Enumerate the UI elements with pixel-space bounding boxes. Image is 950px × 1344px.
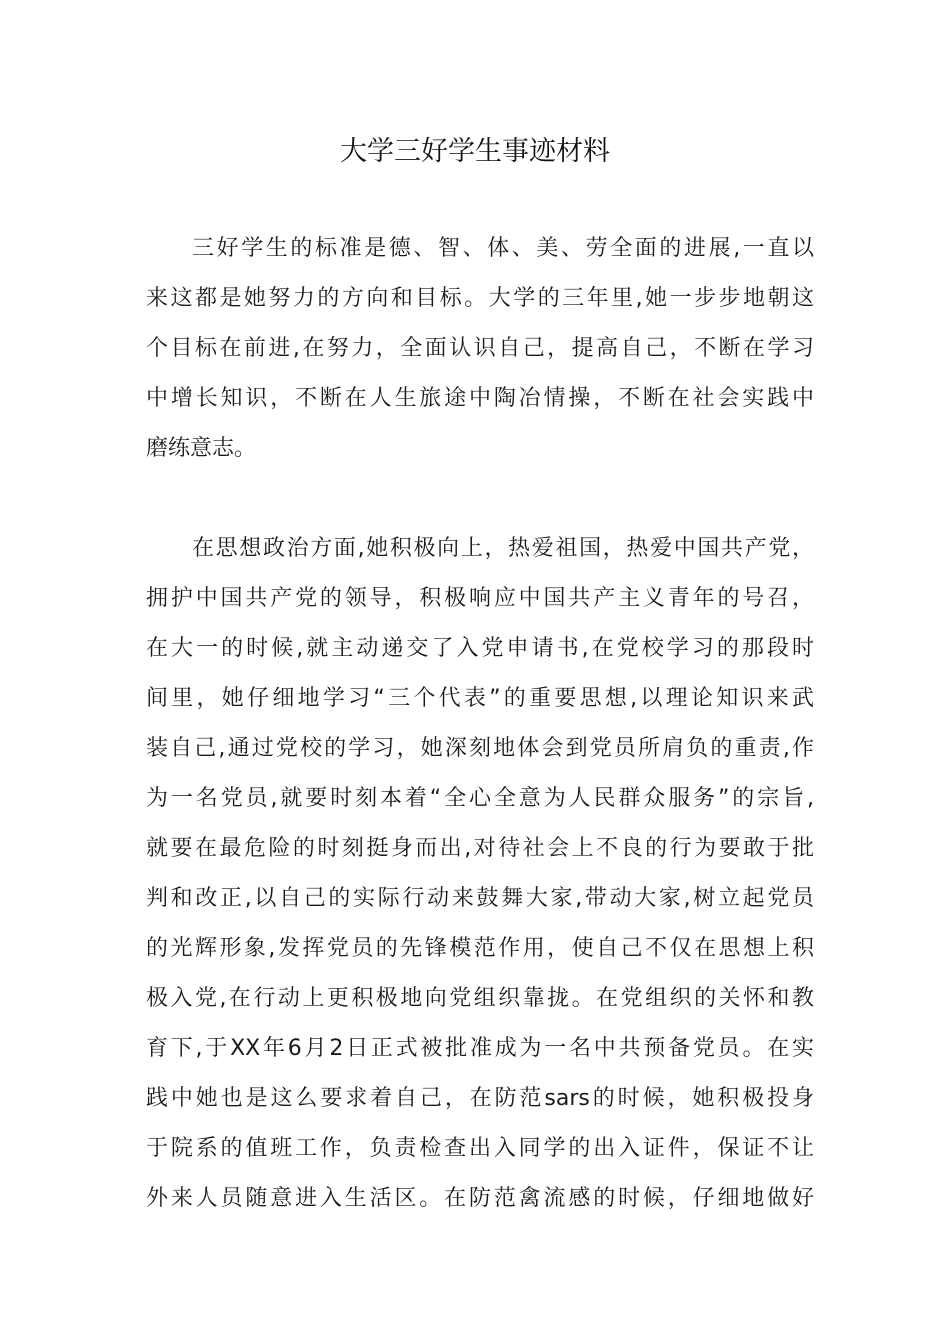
paragraph-line: 装自己,通过党校的学习，她深刻地体会到党员所肩负的重责,作 xyxy=(146,736,814,761)
paragraph-line: 磨练意志。 xyxy=(146,436,257,461)
paragraph-line: 外来人员随意进入生活区。在防范禽流感的时候，仔细地做好 xyxy=(146,1186,814,1211)
paragraph-line: 个目标在前进,在努力，全面认识自己，提高自己，不断在学习 xyxy=(146,336,814,361)
paragraph-line: 于院系的值班工作，负责检查出入同学的出入证件，保证不让 xyxy=(146,1136,814,1161)
paragraph-line: 育下,于XX年6月2日正式被批准成为一名中共预备党员。在实 xyxy=(146,1036,814,1061)
paragraph-line: 极入党,在行动上更积极地向党组织靠拢。在党组织的关怀和教 xyxy=(146,986,814,1011)
paragraph-standards xyxy=(146,224,814,474)
paragraph-line: 践中她也是这么要求着自己，在防范sars的时候，她积极投身 xyxy=(146,1086,814,1111)
paragraph-line: 中增长知识，不断在人生旅途中陶冶情操，不断在社会实践中 xyxy=(146,386,814,411)
paragraph-political xyxy=(146,524,814,1224)
paragraph-line: 就要在最危险的时刻挺身而出,对待社会上不良的行为要敢于批 xyxy=(146,836,814,861)
paragraph-line: 的光辉形象,发挥党员的先锋模范作用，使自己不仅在思想上积 xyxy=(146,936,814,961)
paragraph-line: 在大一的时候,就主动递交了入党申请书,在党校学习的那段时 xyxy=(146,636,814,661)
paragraph-line: 判和改正,以自己的实际行动来鼓舞大家,带动大家,树立起党员 xyxy=(146,886,814,911)
paragraph-line: 为一名党员,就要时刻本着“全心全意为人民群众服务”的宗旨, xyxy=(146,786,814,811)
paragraph-line: 间里，她仔细地学习“三个代表”的重要思想,以理论知识来武 xyxy=(146,686,814,711)
paragraph-line: 拥护中国共产党的领导，积极响应中国共产主义青年的号召， xyxy=(146,586,814,611)
paragraph-line: 在思想政治方面,她积极向上，热爱祖国，热爱中国共产党， xyxy=(192,536,814,561)
document-title: 大学三好学生事迹材料 xyxy=(340,136,610,167)
paragraph-line: 三好学生的标准是德、智、体、美、劳全面的进展,一直以 xyxy=(192,236,814,261)
paragraph-line: 来这都是她努力的方向和目标。大学的三年里,她一步步地朝这 xyxy=(146,286,814,311)
